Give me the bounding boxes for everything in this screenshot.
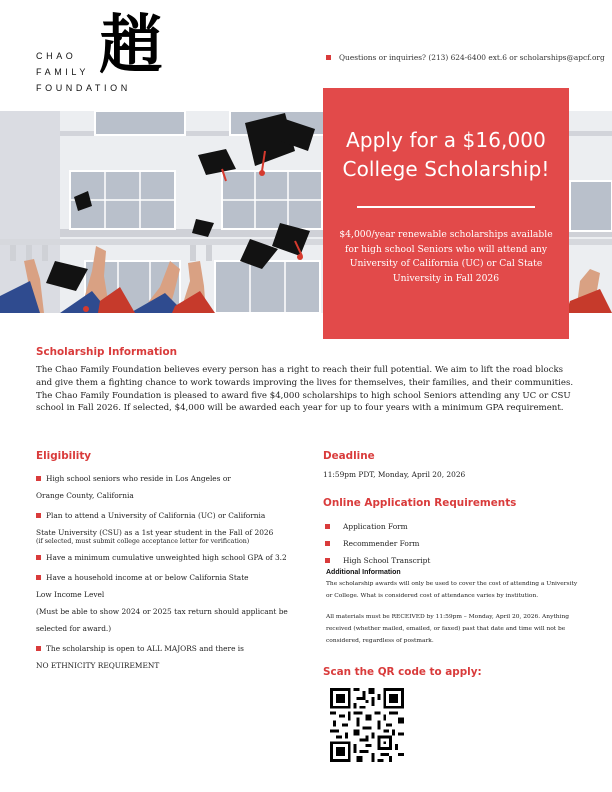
headline [323, 126, 569, 184]
square-bullet-icon [36, 575, 41, 580]
qr-code-icon [330, 688, 404, 762]
requirement-text: Application Form [343, 522, 408, 531]
deadline-title: Deadline [323, 450, 375, 462]
requirement-text: High School Transcript [343, 556, 431, 565]
eligibility-text: (Must be able to show 2024 or 2025 tax return should applicant be [36, 607, 288, 616]
deadline-text: 11:59pm PDT, Monday, April 20, 2026 [323, 470, 466, 479]
eligibility-text: Have a household income at or below California State [46, 573, 249, 582]
square-bullet-icon [326, 55, 331, 60]
square-bullet-icon [36, 513, 41, 518]
eligibility-item [36, 569, 306, 637]
eligibility-item [36, 507, 306, 546]
scholarship-info-body: The Chao Family Foundation believes every person has a right to reach their full potential. We aim to lift the road blocks and give them a fighting chance to work towards improving the lives for themselves, their families, and their communities. The Chao Family Foundation is pleased to award five $4,000 scholarships to high school Seniors attending any UC or CSU school in Fall 2026. If selected, $4,000 will be awarded each year for up to four years with a minimum GPA requirement. [36, 365, 574, 414]
square-bullet-icon [325, 558, 330, 563]
additional-info-title: Additional Information [326, 569, 401, 576]
eligibility-item [36, 640, 306, 674]
eligibility-note: (if selected, must submit college acceptance letter for verification) [36, 538, 250, 545]
requirement-item [325, 552, 430, 569]
eligibility-text: The scholarship is open to ALL MAJORS and there is [46, 644, 244, 653]
headline-line-2: College Scholarship! [342, 157, 550, 181]
eligibility-title: Eligibility [36, 450, 92, 462]
eligibility-text: Plan to attend a University of California (UC) or California [46, 511, 266, 520]
headline-line-1: Apply for a $16,000 [346, 128, 546, 152]
scholarship-headline-box [323, 88, 569, 339]
qr-title: Scan the QR code to apply: [323, 666, 482, 678]
logo-chinese-character: 趙 [99, 9, 161, 83]
square-bullet-icon [36, 476, 41, 481]
logo-line-3: FOUNDATION [36, 83, 131, 93]
eligibility-text: State University (CSU) as a 1st year student in the Fall of 2026 [36, 528, 274, 537]
requirement-item [325, 535, 430, 552]
eligibility-item [36, 470, 306, 504]
qr-code[interactable] [330, 688, 404, 762]
logo-line-1: CHAO [36, 51, 77, 61]
eligibility-text: Have a minimum cumulative unweighted high school GPA of 3.2 [46, 553, 287, 562]
scholarship-info-title: Scholarship Information [36, 346, 178, 358]
eligibility-text: NO ETHNICITY REQUIREMENT [36, 661, 160, 670]
eligibility-text: Low Income Level [36, 590, 105, 599]
eligibility-text: selected for award.) [36, 624, 112, 633]
headline-subtext: $4,000/year renewable scholarships available for high school Seniors who will attend any University of California (UC) or Cal State University in Fall 2026 [339, 229, 553, 284]
eligibility-list [36, 470, 306, 677]
logo-line-2: FAMILY [36, 67, 89, 77]
square-bullet-icon [36, 555, 41, 560]
requirement-text: Recommender Form [343, 539, 420, 548]
requirement-item [325, 518, 430, 535]
contact-line [326, 53, 605, 62]
square-bullet-icon [36, 646, 41, 651]
headline-divider [357, 206, 535, 208]
additional-info-paragraph-1: The scholarship awards will only be used to cover the cost of attending a University or College. What is considered cost of attendance varies by institution. [326, 581, 578, 599]
additional-info-paragraph-2: All materials must be RECEIVED by 11:59pm – Monday, April 20, 2026. Anything received (whether mailed, emailed, or faxed) past that date and time will not be considered, regardless of postmark. [326, 614, 570, 644]
eligibility-text: High school seniors who reside in Los Angeles or [46, 474, 231, 483]
eligibility-item [36, 549, 306, 566]
eligibility-text: Orange County, California [36, 491, 134, 500]
contact-text: Questions or inquiries? (213) 624-6400 ext.6 or scholarships@apcf.org [339, 53, 605, 62]
requirements-list [325, 518, 430, 569]
square-bullet-icon [325, 541, 330, 546]
square-bullet-icon [325, 524, 330, 529]
requirements-title: Online Application Requirements [323, 497, 517, 509]
